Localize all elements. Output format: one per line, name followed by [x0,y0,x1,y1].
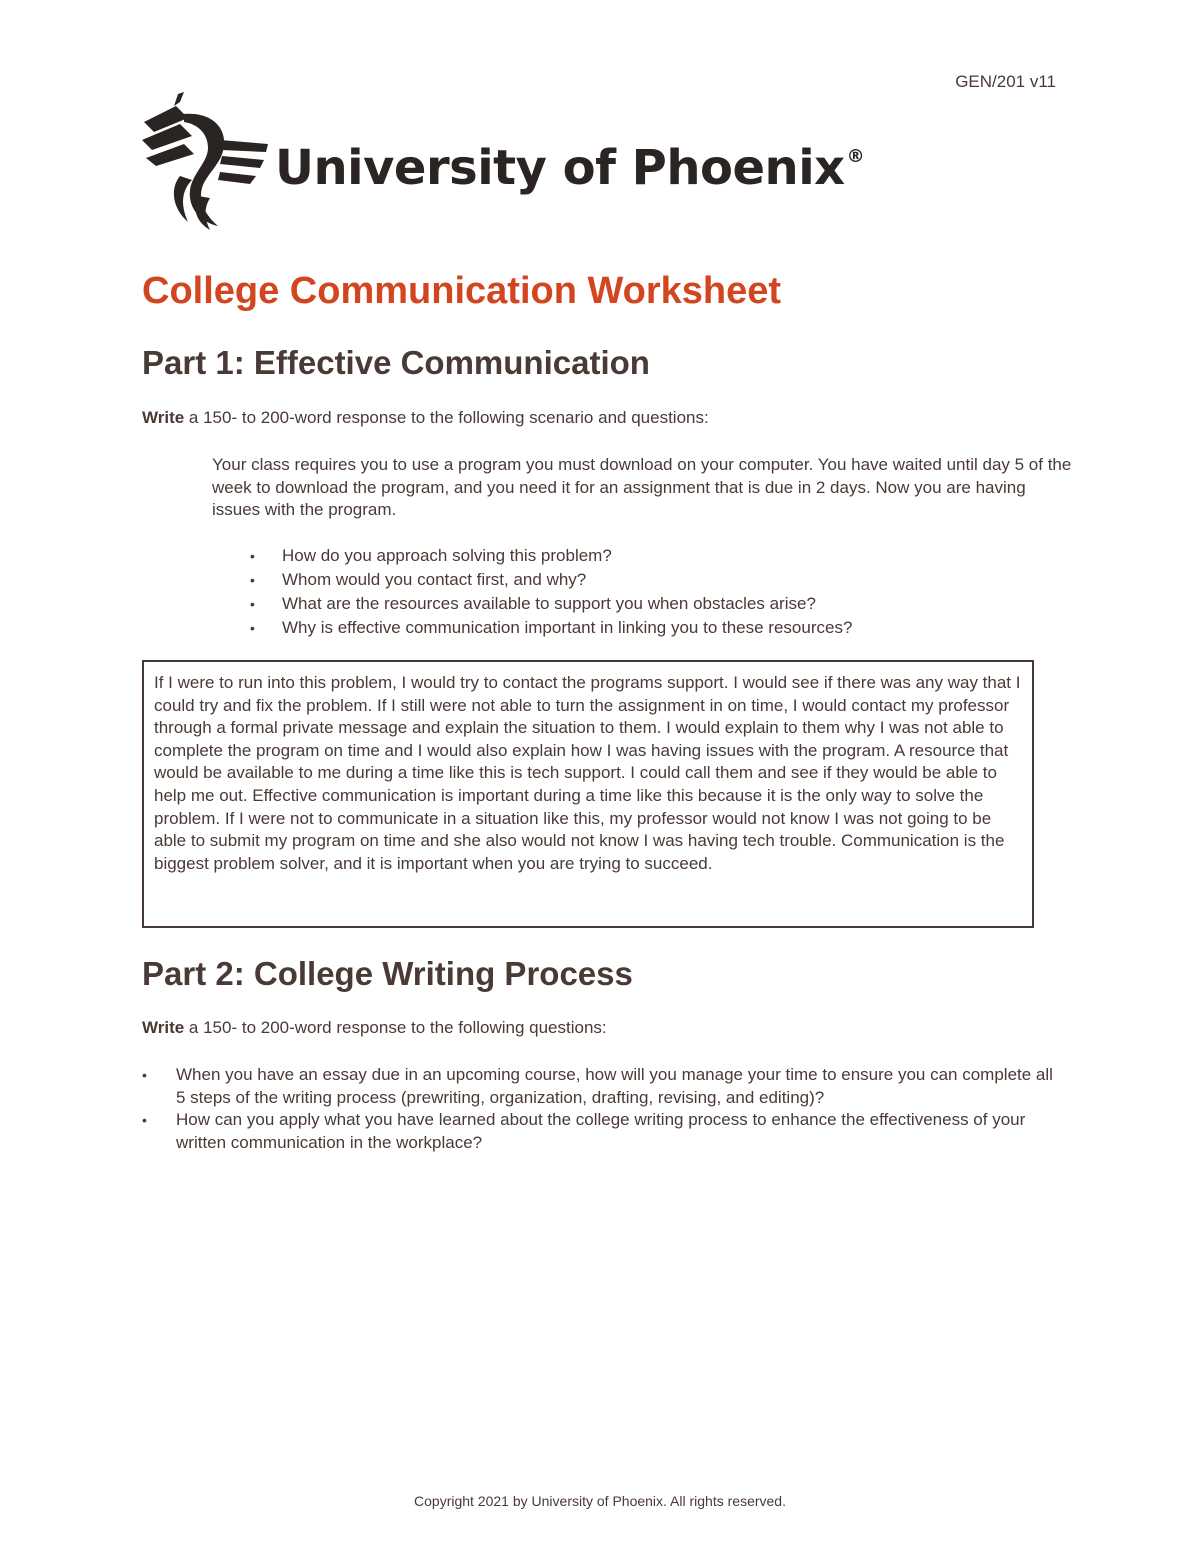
list-item [142,1064,1062,1109]
question-text: Whom would you contact first, and why? [282,570,587,589]
part2-heading: Part 2: College Writing Process [142,955,633,992]
part2-instruction-bold: Write [142,1018,185,1037]
part1-instruction [142,408,709,428]
part1-scenario: Your class requires you to use a program you must download on your computer. You have waited until day 5 of the week to download the program, and you need it for an assignment that is due in 2 days. Now you are having issues with the program. [212,455,1072,519]
list-item [250,616,1010,640]
list-item [250,544,1010,568]
university-logo [140,92,865,232]
logo-wordmark [275,140,864,196]
bullet-icon: • [142,1112,147,1128]
bullet-icon: • [250,620,255,636]
question-text: Why is effective communication important in linking you to these resources? [282,618,853,637]
question-text: How can you apply what you have learned about the college writing process to enhance the effectiveness of your written communication in the workplace? [176,1110,1026,1152]
part1-question-list [250,544,1010,640]
bullet-icon: • [250,548,255,564]
part2-question-list [142,1064,1062,1154]
part2-instruction-text: a 150- to 200-word response to the following questions: [184,1018,607,1037]
question-text: What are the resources available to support you when obstacles arise? [282,594,816,613]
copyright-footer: Copyright 2021 by University of Phoenix. All rights reserved. [414,1493,786,1509]
logo-wordmark-text: University of Phoenix [275,140,845,196]
phoenix-bird-icon [140,92,270,232]
trademark-symbol: ® [846,146,865,167]
question-text: How do you approach solving this problem? [282,546,612,565]
list-item [250,592,1010,616]
part1-instruction-text: a 150- to 200-word response to the following scenario and questions: [184,408,709,427]
bullet-icon: • [250,596,255,612]
part1-instruction-bold: Write [142,408,185,427]
version-label: GEN/201 v11 [955,72,1056,91]
part2-instruction [142,1018,607,1038]
page-title: College Communication Worksheet [142,270,782,312]
bullet-icon: • [250,572,255,588]
list-item [250,568,1010,592]
bullet-icon: • [142,1067,147,1083]
part1-heading: Part 1: Effective Communication [142,344,650,381]
part1-answer-box[interactable]: If I were to run into this problem, I would try to contact the programs support. I would see if there was any way that I could try and fix the problem. If I still were not able to turn the assignment in on time, I would contact my professor through a formal private message and explain the situation to them. I would explain to them why I was not able to complete the program on time and I would also explain how I was having issues with the program. A resource that would be available to me during a time like this is tech support. I could call them and see if they would be able to help me out. Effective communication is important during a time like this because it is the only way to solve the problem. If I were not to communicate in a situation like this, my professor would not know I was not going to be able to submit my program on time and she also would not know I was having tech trouble. Communication is the biggest problem solver, and it is important when you are trying to succeed. [142,660,1034,928]
list-item [142,1109,1062,1154]
question-text: When you have an essay due in an upcoming course, how will you manage your time to ensure you can complete all 5 steps of the writing process (prewriting, organization, drafting, revising, and editing)? [176,1065,1053,1107]
